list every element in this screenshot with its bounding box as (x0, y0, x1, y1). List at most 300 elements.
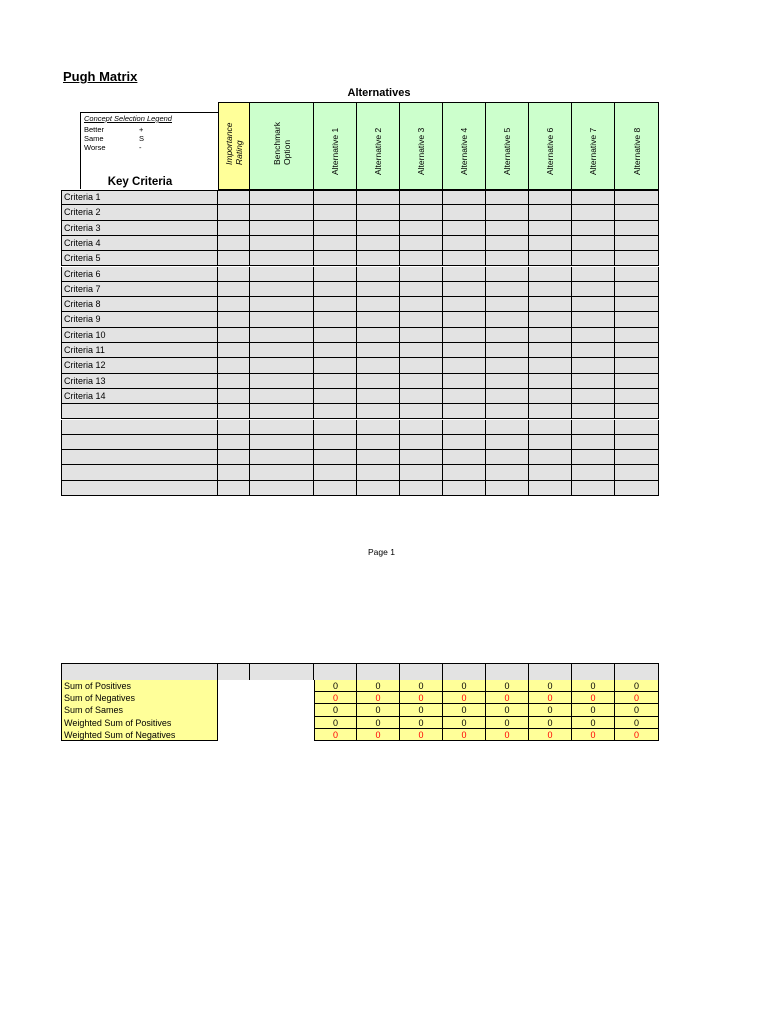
alternative-5-cell[interactable] (486, 221, 529, 236)
summary-value: 0 (357, 717, 400, 729)
alternative-3-cell[interactable] (400, 343, 443, 358)
importance-header-line-1: Importance (224, 122, 234, 165)
summary-value: 0 (357, 729, 400, 741)
criteria-label-cell[interactable] (61, 404, 218, 419)
summary-value: 0 (615, 729, 659, 741)
importance-rating-cell[interactable] (218, 389, 250, 404)
summary-value: 0 (572, 680, 615, 692)
benchmark-cell[interactable] (250, 328, 314, 343)
benchmark-cell[interactable] (250, 374, 314, 389)
benchmark-cell[interactable] (250, 190, 314, 205)
summary-value: 0 (357, 692, 400, 704)
benchmark-cell[interactable] (250, 297, 314, 312)
benchmark-header-line-2: Option (281, 139, 292, 165)
importance-rating-cell[interactable] (218, 358, 250, 373)
importance-rating-cell[interactable] (218, 267, 250, 282)
summary-header-cell (357, 663, 400, 680)
alternative-6-cell[interactable] (529, 312, 572, 327)
alternative-5-cell[interactable] (486, 481, 529, 496)
alternative-8-cell[interactable] (615, 435, 659, 450)
alternative-4-cell[interactable] (443, 481, 486, 496)
summary-header-cell (529, 663, 572, 680)
alternative-header-text: Alternative 7 (588, 127, 598, 175)
alternative-8-cell[interactable] (615, 282, 659, 297)
benchmark-cell[interactable] (250, 358, 314, 373)
alternative-7-cell[interactable] (572, 282, 615, 297)
alternative-1-cell[interactable] (314, 297, 357, 312)
criteria-label-cell[interactable]: Criteria 5 (61, 251, 218, 266)
alternative-7-cell[interactable] (572, 358, 615, 373)
alternative-5-cell[interactable] (486, 205, 529, 220)
alternative-5-cell[interactable] (486, 465, 529, 480)
criteria-label-cell[interactable]: Criteria 2 (61, 205, 218, 220)
alternative-8-cell[interactable] (615, 374, 659, 389)
alternative-1-cell[interactable] (314, 374, 357, 389)
alternative-4-cell[interactable] (443, 435, 486, 450)
alternative-7-cell[interactable] (572, 481, 615, 496)
criteria-label-cell[interactable]: Criteria 1 (61, 190, 218, 205)
alternative-5-cell[interactable] (486, 374, 529, 389)
alternative-3-cell[interactable] (400, 251, 443, 266)
alternative-2-cell[interactable] (357, 205, 400, 220)
benchmark-cell[interactable] (250, 221, 314, 236)
summary-value: 0 (615, 692, 659, 704)
benchmark-cell[interactable] (250, 450, 314, 465)
legend-item-better (84, 125, 144, 134)
summary-value: 0 (615, 680, 659, 692)
alternative-2-cell[interactable] (357, 282, 400, 297)
alternative-8-cell[interactable] (615, 328, 659, 343)
alternative-1-cell[interactable] (314, 312, 357, 327)
alternatives-heading: Alternatives (347, 87, 411, 99)
summary-value: 0 (314, 704, 357, 716)
alternative-2-cell[interactable] (357, 221, 400, 236)
alternative-1-cell[interactable] (314, 435, 357, 450)
alternative-4-cell[interactable] (443, 190, 486, 205)
alternative-6-cell[interactable] (529, 374, 572, 389)
alternative-6-cell[interactable] (529, 236, 572, 251)
alternative-8-cell[interactable] (615, 221, 659, 236)
importance-rating-cell[interactable] (218, 190, 250, 205)
alternative-8-cell[interactable] (615, 236, 659, 251)
alternative-7-cell[interactable] (572, 343, 615, 358)
summary-header-cell (250, 663, 314, 680)
alternative-5-cell[interactable] (486, 190, 529, 205)
alternative-3-cell[interactable] (400, 389, 443, 404)
alternative-4-cell[interactable] (443, 450, 486, 465)
alternative-1-cell[interactable] (314, 465, 357, 480)
alternative-4-cell[interactable] (443, 343, 486, 358)
alternative-3-cell[interactable] (400, 236, 443, 251)
page-title: Pugh Matrix (63, 69, 138, 84)
alternative-6-cell[interactable] (529, 297, 572, 312)
alternative-6-cell[interactable] (529, 358, 572, 373)
alternative-4-cell[interactable] (443, 374, 486, 389)
alternative-4-header (443, 102, 486, 190)
alternative-1-cell[interactable] (314, 221, 357, 236)
legend-item-same (84, 134, 145, 143)
alternative-2-cell[interactable] (357, 358, 400, 373)
alternative-8-cell[interactable] (615, 465, 659, 480)
alternative-2-cell[interactable] (357, 343, 400, 358)
importance-rating-cell[interactable] (218, 481, 250, 496)
alternative-7-cell[interactable] (572, 251, 615, 266)
criteria-label-cell[interactable]: Criteria 6 (61, 267, 218, 282)
alternative-3-cell[interactable] (400, 190, 443, 205)
summary-value: 0 (486, 692, 529, 704)
alternative-8-cell[interactable] (615, 358, 659, 373)
alternative-6-cell[interactable] (529, 190, 572, 205)
alternative-2-header (357, 102, 400, 190)
alternative-7-cell[interactable] (572, 420, 615, 435)
summary-header-cell (615, 663, 659, 680)
alternative-3-cell[interactable] (400, 221, 443, 236)
alternative-3-cell[interactable] (400, 465, 443, 480)
alternative-1-cell[interactable] (314, 205, 357, 220)
summary-value: 0 (486, 717, 529, 729)
alternative-2-cell[interactable] (357, 435, 400, 450)
alternative-6-cell[interactable] (529, 420, 572, 435)
criteria-label-cell[interactable]: Criteria 10 (61, 328, 218, 343)
alternative-4-cell[interactable] (443, 297, 486, 312)
alternative-2-cell[interactable] (357, 465, 400, 480)
alternative-1-cell[interactable] (314, 190, 357, 205)
alternative-2-cell[interactable] (357, 374, 400, 389)
alternative-7-cell[interactable] (572, 236, 615, 251)
alternative-2-cell[interactable] (357, 251, 400, 266)
criteria-label-cell[interactable]: Criteria 12 (61, 358, 218, 373)
criteria-label-cell[interactable]: Criteria 4 (61, 236, 218, 251)
legend-label: Worse (84, 143, 106, 152)
summary-value: 0 (529, 692, 572, 704)
alternative-header-text: Alternative 1 (330, 127, 340, 175)
alternative-1-cell[interactable] (314, 358, 357, 373)
alternative-1-cell[interactable] (314, 328, 357, 343)
summary-header-cell (443, 663, 486, 680)
alternative-8-cell[interactable] (615, 450, 659, 465)
summary-label: Sum of Sames (61, 704, 218, 716)
importance-rating-cell[interactable] (218, 374, 250, 389)
alternative-8-cell[interactable] (615, 404, 659, 419)
alternative-6-cell[interactable] (529, 267, 572, 282)
criteria-label-cell[interactable]: Criteria 3 (61, 221, 218, 236)
alternative-header-text: Alternative 3 (416, 127, 426, 175)
alternative-7-cell[interactable] (572, 190, 615, 205)
alternative-header-text: Alternative 8 (631, 127, 642, 175)
alternative-2-cell[interactable] (357, 190, 400, 205)
summary-label: Sum of Negatives (61, 692, 218, 704)
importance-rating-cell[interactable] (218, 251, 250, 266)
summary-value: 0 (314, 729, 357, 741)
alternative-1-cell[interactable] (314, 236, 357, 251)
alternative-6-cell[interactable] (529, 251, 572, 266)
importance-header-line-2: Rating (234, 140, 244, 165)
summary-value: 0 (572, 692, 615, 704)
alternative-1-cell[interactable] (314, 481, 357, 496)
alternative-1-cell[interactable] (314, 420, 357, 435)
alternative-1-cell[interactable] (314, 251, 357, 266)
benchmark-cell[interactable] (250, 389, 314, 404)
summary-value: 0 (314, 680, 357, 692)
summary-value: 0 (443, 692, 486, 704)
alternative-1-cell[interactable] (314, 282, 357, 297)
alternative-3-cell[interactable] (400, 267, 443, 282)
summary-value: 0 (615, 717, 659, 729)
alternative-3-cell[interactable] (400, 205, 443, 220)
alternative-3-cell[interactable] (400, 312, 443, 327)
alternative-6-cell[interactable] (529, 328, 572, 343)
benchmark-cell[interactable] (250, 205, 314, 220)
importance-header-text (224, 122, 244, 165)
alternative-3-cell[interactable] (400, 358, 443, 373)
alternative-7-cell[interactable] (572, 267, 615, 282)
summary-value: 0 (443, 717, 486, 729)
benchmark-header-line-1: Benchmark (271, 122, 282, 165)
legend-symbol: - (139, 143, 142, 152)
alternative-7-cell[interactable] (572, 450, 615, 465)
benchmark-header-text (272, 122, 292, 165)
criteria-label-cell[interactable] (61, 435, 218, 450)
alternative-2-cell[interactable] (357, 389, 400, 404)
alternative-7-cell[interactable] (572, 297, 615, 312)
summary-value: 0 (443, 729, 486, 741)
alternative-6-cell[interactable] (529, 343, 572, 358)
criteria-label-cell[interactable] (61, 465, 218, 480)
alternative-7-cell[interactable] (572, 312, 615, 327)
alternative-5-cell[interactable] (486, 450, 529, 465)
alternative-2-cell[interactable] (357, 404, 400, 419)
summary-value: 0 (400, 680, 443, 692)
alternative-5-cell[interactable] (486, 282, 529, 297)
alternative-3-cell[interactable] (400, 481, 443, 496)
alternative-5-cell[interactable] (486, 404, 529, 419)
alternative-4-cell[interactable] (443, 389, 486, 404)
alternative-5-cell[interactable] (486, 389, 529, 404)
benchmark-cell[interactable] (250, 404, 314, 419)
alternative-4-cell[interactable] (443, 404, 486, 419)
alternative-7-cell[interactable] (572, 465, 615, 480)
importance-rating-cell[interactable] (218, 343, 250, 358)
alternative-5-cell[interactable] (486, 358, 529, 373)
alternative-8-cell[interactable] (615, 481, 659, 496)
page-label: Page 1 (368, 547, 395, 557)
alternative-7-cell[interactable] (572, 221, 615, 236)
criteria-label-cell[interactable] (61, 481, 218, 496)
alternative-2-cell[interactable] (357, 236, 400, 251)
summary-value: 0 (486, 680, 529, 692)
alternative-7-cell[interactable] (572, 389, 615, 404)
summary-value: 0 (357, 704, 400, 716)
summary-header-cell (572, 663, 615, 680)
summary-value: 0 (443, 704, 486, 716)
alternative-4-cell[interactable] (443, 420, 486, 435)
alternative-4-cell[interactable] (443, 236, 486, 251)
benchmark-cell[interactable] (250, 435, 314, 450)
alternative-6-cell[interactable] (529, 404, 572, 419)
legend-label: Same (84, 134, 104, 143)
alternative-5-cell[interactable] (486, 420, 529, 435)
alternative-5-cell[interactable] (486, 435, 529, 450)
alternative-4-cell[interactable] (443, 312, 486, 327)
alternative-4-cell[interactable] (443, 251, 486, 266)
summary-value: 0 (572, 717, 615, 729)
alternative-4-cell[interactable] (443, 267, 486, 282)
criteria-label-cell[interactable]: Criteria 8 (61, 297, 218, 312)
alternative-6-cell[interactable] (529, 481, 572, 496)
benchmark-cell[interactable] (250, 481, 314, 496)
alternative-5-cell[interactable] (486, 267, 529, 282)
alternative-3-cell[interactable] (400, 420, 443, 435)
importance-rating-cell[interactable] (218, 297, 250, 312)
alternative-8-cell[interactable] (615, 420, 659, 435)
alternative-4-cell[interactable] (443, 205, 486, 220)
alternative-8-cell[interactable] (615, 343, 659, 358)
summary-value: 0 (572, 704, 615, 716)
alternative-6-header (529, 102, 572, 190)
criteria-label-cell[interactable] (61, 450, 218, 465)
alternative-1-cell[interactable] (314, 343, 357, 358)
importance-rating-cell[interactable] (218, 435, 250, 450)
alternative-7-header (572, 102, 615, 190)
importance-rating-cell[interactable] (218, 282, 250, 297)
summary-value: 0 (400, 729, 443, 741)
benchmark-cell[interactable] (250, 236, 314, 251)
alternative-8-cell[interactable] (615, 312, 659, 327)
alternative-3-header (400, 102, 443, 190)
alternative-6-cell[interactable] (529, 450, 572, 465)
legend-symbol: + (139, 125, 144, 134)
alternative-3-cell[interactable] (400, 435, 443, 450)
criteria-label-cell[interactable]: Criteria 11 (61, 343, 218, 358)
importance-rating-cell[interactable] (218, 420, 250, 435)
alternative-7-cell[interactable] (572, 374, 615, 389)
benchmark-cell[interactable] (250, 251, 314, 266)
summary-value: 0 (314, 717, 357, 729)
alternative-4-cell[interactable] (443, 465, 486, 480)
alternative-5-cell[interactable] (486, 297, 529, 312)
alternative-header-text: Alternative 4 (459, 127, 469, 175)
alternative-7-cell[interactable] (572, 435, 615, 450)
importance-rating-cell[interactable] (218, 312, 250, 327)
alternative-6-cell[interactable] (529, 282, 572, 297)
alternative-1-cell[interactable] (314, 389, 357, 404)
key-criteria-label: Key Criteria (107, 176, 173, 188)
alternative-4-cell[interactable] (443, 358, 486, 373)
alternative-3-cell[interactable] (400, 328, 443, 343)
alternative-3-cell[interactable] (400, 374, 443, 389)
summary-value: 0 (529, 717, 572, 729)
legend-label: Better (84, 125, 105, 134)
alternative-3-cell[interactable] (400, 282, 443, 297)
alternative-5-cell[interactable] (486, 343, 529, 358)
alternative-8-cell[interactable] (615, 267, 659, 282)
alternative-5-cell[interactable] (486, 236, 529, 251)
importance-rating-cell[interactable] (218, 221, 250, 236)
alternative-8-cell[interactable] (615, 297, 659, 312)
summary-value: 0 (572, 729, 615, 741)
summary-value: 0 (615, 704, 659, 716)
importance-rating-header (218, 102, 250, 190)
alternative-5-cell[interactable] (486, 328, 529, 343)
benchmark-cell[interactable] (250, 465, 314, 480)
alternative-8-cell[interactable] (615, 389, 659, 404)
benchmark-cell[interactable] (250, 312, 314, 327)
importance-rating-cell[interactable] (218, 328, 250, 343)
alternative-5-cell[interactable] (486, 312, 529, 327)
alternative-8-cell[interactable] (615, 190, 659, 205)
criteria-label-cell[interactable]: Criteria 7 (61, 282, 218, 297)
alternative-4-cell[interactable] (443, 282, 486, 297)
benchmark-cell[interactable] (250, 282, 314, 297)
alternative-6-cell[interactable] (529, 435, 572, 450)
alternative-2-cell[interactable] (357, 328, 400, 343)
importance-rating-cell[interactable] (218, 205, 250, 220)
alternative-7-cell[interactable] (572, 205, 615, 220)
alternative-2-cell[interactable] (357, 267, 400, 282)
alternative-1-cell[interactable] (314, 450, 357, 465)
alternative-5-cell[interactable] (486, 251, 529, 266)
alternative-3-cell[interactable] (400, 404, 443, 419)
legend-symbol: S (139, 134, 145, 143)
alternative-6-cell[interactable] (529, 465, 572, 480)
summary-value: 0 (400, 692, 443, 704)
criteria-label-cell[interactable] (61, 420, 218, 435)
importance-rating-cell[interactable] (218, 404, 250, 419)
alternative-3-cell[interactable] (400, 297, 443, 312)
importance-rating-cell[interactable] (218, 236, 250, 251)
summary-value: 0 (486, 704, 529, 716)
alternative-2-cell[interactable] (357, 450, 400, 465)
alternative-2-cell[interactable] (357, 312, 400, 327)
alternative-header-text: Alternative 5 (502, 127, 512, 175)
alternative-5-header (486, 102, 529, 190)
benchmark-cell[interactable] (250, 267, 314, 282)
benchmark-cell[interactable] (250, 420, 314, 435)
summary-label: Weighted Sum of Negatives (61, 729, 218, 741)
importance-rating-cell[interactable] (218, 465, 250, 480)
alternative-header-text: Alternative 6 (545, 127, 555, 175)
alternative-1-cell[interactable] (314, 267, 357, 282)
alternative-6-cell[interactable] (529, 205, 572, 220)
criteria-label-cell[interactable]: Criteria 13 (61, 374, 218, 389)
benchmark-option-header (250, 102, 314, 190)
alternative-4-cell[interactable] (443, 221, 486, 236)
alternative-2-cell[interactable] (357, 481, 400, 496)
alternative-1-cell[interactable] (314, 404, 357, 419)
summary-header-cell (400, 663, 443, 680)
alternative-2-cell[interactable] (357, 297, 400, 312)
benchmark-cell[interactable] (250, 343, 314, 358)
alternative-4-cell[interactable] (443, 328, 486, 343)
legend-title: Concept Selection Legend (84, 114, 172, 123)
alternative-header-text: Alternative 2 (373, 127, 383, 175)
alternative-8-cell[interactable] (615, 251, 659, 266)
alternative-6-cell[interactable] (529, 221, 572, 236)
summary-header-cell (218, 663, 250, 680)
summary-value: 0 (443, 680, 486, 692)
importance-rating-cell[interactable] (218, 450, 250, 465)
criteria-label-cell[interactable]: Criteria 14 (61, 389, 218, 404)
criteria-label-cell[interactable]: Criteria 9 (61, 312, 218, 327)
alternative-3-cell[interactable] (400, 450, 443, 465)
summary-label: Weighted Sum of Positives (61, 717, 218, 729)
alternative-6-cell[interactable] (529, 389, 572, 404)
alternative-2-cell[interactable] (357, 420, 400, 435)
alternative-7-cell[interactable] (572, 328, 615, 343)
alternative-7-cell[interactable] (572, 404, 615, 419)
summary-value: 0 (529, 729, 572, 741)
alternative-8-cell[interactable] (615, 205, 659, 220)
